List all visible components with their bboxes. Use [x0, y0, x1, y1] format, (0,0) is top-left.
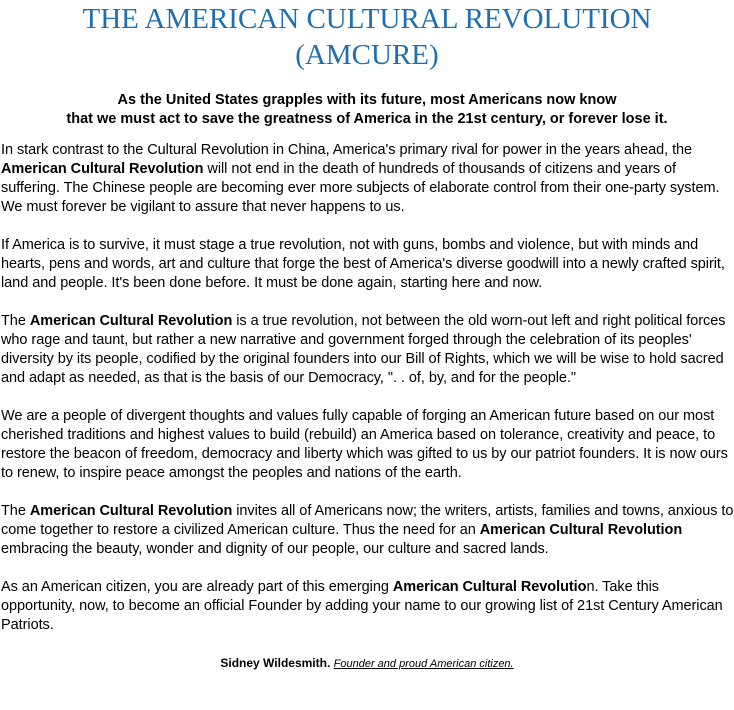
- movement-name-bold: American Cultural Revolution: [29, 503, 233, 519]
- movement-name-bold: American Cultural Revolution: [479, 522, 683, 538]
- intro-statement: [0, 91, 734, 129]
- paragraph-text: As an American citizen, you are already part of this emerging: [1, 579, 393, 595]
- paragraph-text: In stark contrast to the Cultural Revolution in China, America's primary rival for power in the years ahead, the: [1, 142, 693, 158]
- paragraph-divergent-people: [0, 407, 734, 483]
- paragraph-text: The: [1, 313, 30, 329]
- signature-name: Sidney Wildesmith.: [220, 656, 331, 670]
- paragraph-text: invites all of Americans now; the writers, artists, families and towns, anxious to come together to restore a civilized American culture. Thus the need for an: [1, 503, 734, 538]
- intro-line-2: that we must act to save the greatness of America in the 21st century, or forever lose it.: [66, 111, 668, 127]
- paragraph-text: If America is to survive, it must stage a true revolution, not with guns, bombs and violence, but with minds and hearts, pens and words, art and culture that forge the best of America's diverse goodwill into a newly crafted spirit, land and people. It's been done before. It must be done again, starting here and now.: [1, 237, 725, 291]
- paragraph-china-contrast: [0, 141, 734, 217]
- paragraph-true-revolution: [0, 236, 734, 293]
- paragraph-call-to-action: [0, 578, 734, 635]
- page-title: THE AMERICAN CULTURAL REVOLUTION: [82, 3, 652, 35]
- paragraph-new-narrative: [0, 312, 734, 388]
- signature-role-link[interactable]: Founder and proud American citizen.: [333, 658, 514, 670]
- movement-name-bold: American Cultural Revolution: [1, 161, 204, 177]
- movement-name-bold: American Cultural Revolutio: [392, 579, 587, 595]
- movement-name-bold: American Cultural Revolution: [29, 313, 233, 329]
- paragraph-text: The: [1, 503, 30, 519]
- paragraph-invitation: [0, 502, 734, 559]
- paragraph-text: will not end in the death of hundreds of thousands of citizens and years of suffering. The Chinese people are becoming ever more subjects of elaborate control from their one-party system. We must forever be vigilant to assure that never happens to us.: [1, 161, 720, 215]
- signature: [0, 655, 734, 672]
- paragraph-text: embracing the beauty, wonder and dignity of our people, our culture and sacred lands.: [1, 541, 549, 557]
- intro-line-1: As the United States grapples with its future, most Americans now know: [117, 92, 617, 108]
- paragraph-text: n. Take this opportunity, now, to become an official Founder by adding your name to our growing list of 21st Century American Patriots.: [1, 579, 723, 633]
- paragraph-text: is a true revolution, not between the old worn-out left and right political forces who rage and taunt, but rather a new narrative and government forged through the celebration of its peoples' diversity by its people, codified by the original founders into our Bill of Rights, which we will be wise to hold sacred and adapt as needed, as that is the basis of our Democracy, ". . of, by, and for the people.": [1, 313, 726, 386]
- paragraph-text: We are a people of divergent thoughts and values fully capable of forging an American future based on our most cherished traditions and highest values to build (rebuild) an America based on tolerance, creativity and peace, to restore the beacon of freedom, democracy and liberty which was gifted to us by our patriot founders. It is now ours to renew, to inspire peace amongst the peoples and nations of the earth.: [1, 408, 728, 481]
- page-subtitle: (AMCURE): [295, 39, 439, 71]
